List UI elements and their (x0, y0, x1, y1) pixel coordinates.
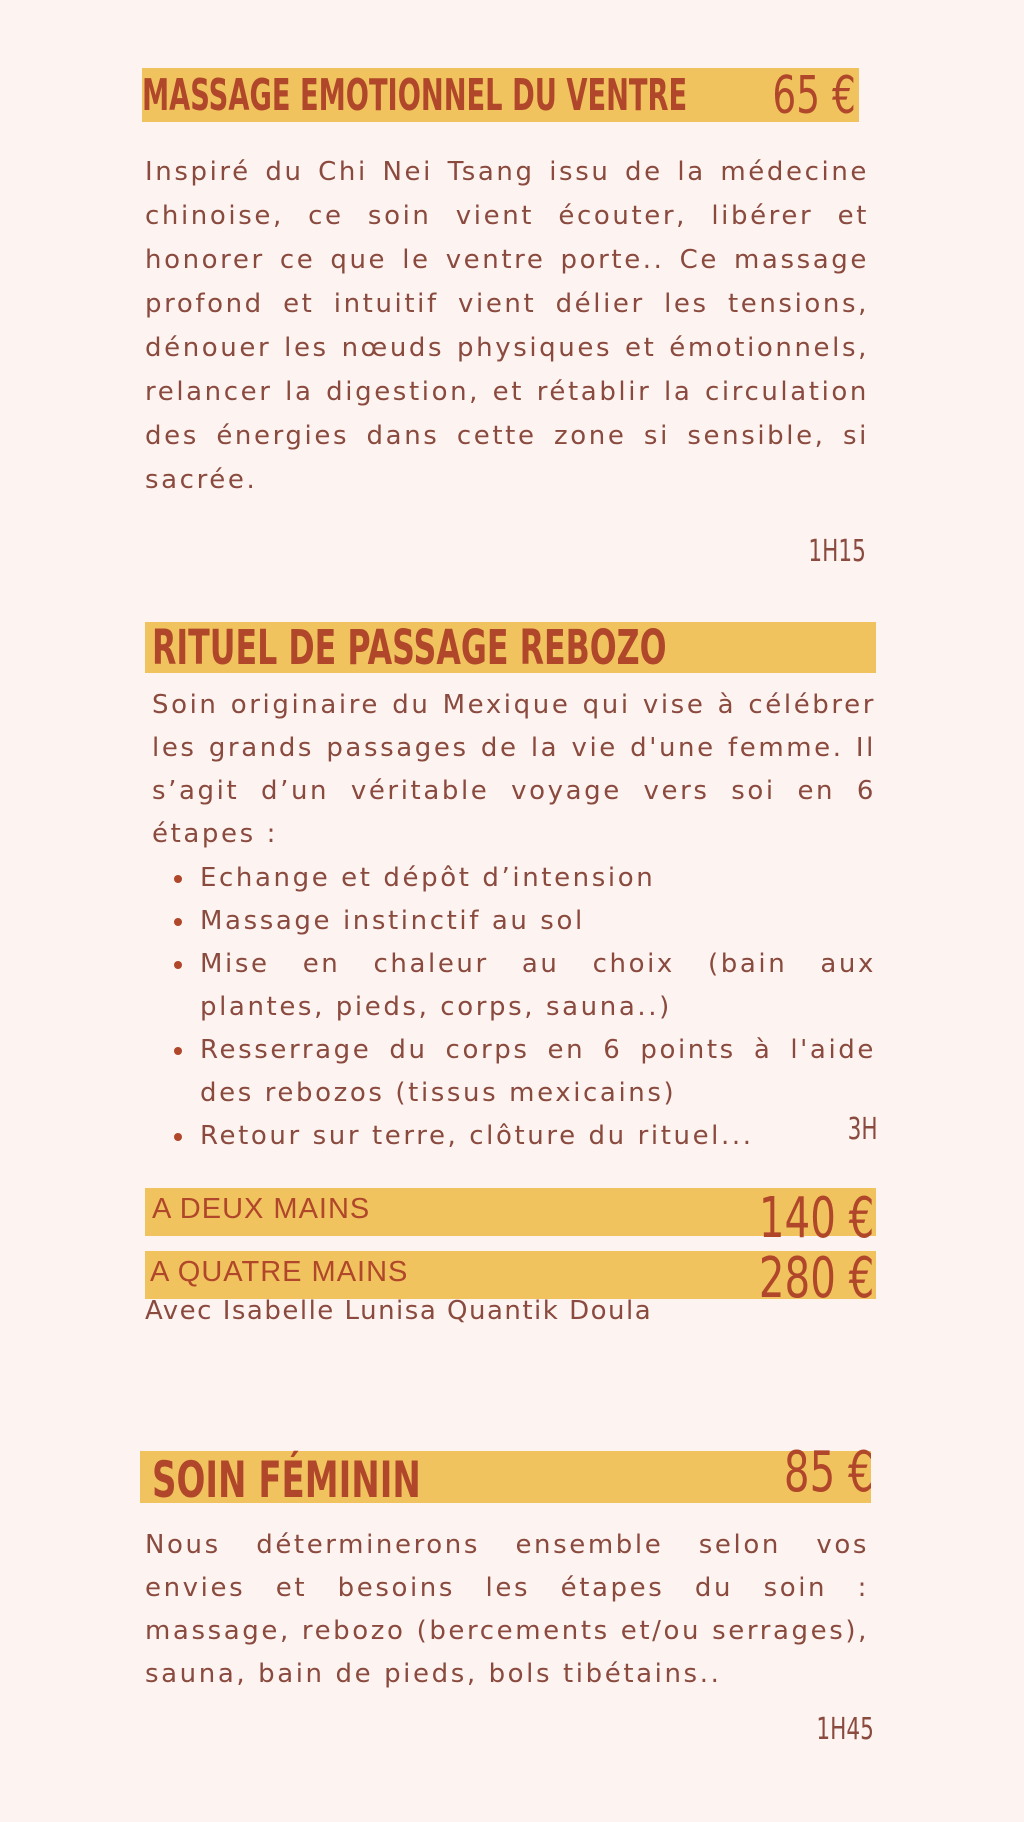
section2-steps-list (152, 857, 876, 1158)
section3-description: Nous déterminerons ensemble selon vos envies et besoins les étapes du soin : massage, rebozo (bercements et/ou serrages), sauna, bain de pieds, bols tibétains.. (145, 1530, 869, 1689)
bullet-icon (174, 961, 182, 969)
section3-title: SOIN FÉMININ (152, 1451, 421, 1509)
list-item: Retour sur terre, clôture du rituel... (152, 1115, 876, 1158)
section3-price: 85 € (784, 1440, 874, 1505)
section3-duration: 1H45 (816, 1712, 874, 1747)
list-item: Echange et dépôt d’intension (152, 857, 876, 900)
section1-duration: 1H15 (808, 534, 866, 569)
bullet-icon (174, 1133, 182, 1141)
bullet-icon (174, 875, 182, 883)
option-two-hands-label: A DEUX MAINS (152, 1193, 371, 1225)
section2-note: Avec Isabelle Lunisa Quantik Doula (145, 1296, 653, 1326)
section1-price: 65 € (772, 66, 856, 126)
section2-title: RITUEL DE PASSAGE REBOZO (152, 620, 667, 676)
bullet-icon (174, 1047, 182, 1055)
option-four-hands-label: A QUATRE MAINS (150, 1256, 409, 1288)
bullet-icon (174, 918, 182, 926)
section2-duration: 3H (848, 1112, 878, 1147)
section1-description: Inspiré du Chi Nei Tsang issu de la médecine chinoise, ce soin vient écouter, libérer et honorer ce que le ventre porte.. Ce massage profond et intuitif vient délier les tensions, dénouer les nœuds physiques et émotionnels, relancer la digestion, et rétablir la circulation des énergies dans cette zone si sensible, si sacrée. (145, 157, 869, 495)
option-two-hands-price: 140 € (758, 1186, 874, 1251)
section1-title: MASSAGE EMOTIONNEL DU VENTRE (142, 70, 688, 121)
list-item: Resserrage du corps en 6 points à l'aide des rebozos (tissus mexicains) (152, 1029, 876, 1115)
option-four-hands-price: 280 € (758, 1246, 874, 1311)
section2-description: Soin originaire du Mexique qui vise à célébrer les grands passages de la vie d'une femme. Il s’agit d’un véritable voyage vers soi en 6 étapes : (152, 690, 876, 849)
list-item: Massage instinctif au sol (152, 900, 876, 943)
list-item: Mise en chaleur au choix (bain aux plantes, pieds, corps, sauna..) (152, 943, 876, 1029)
